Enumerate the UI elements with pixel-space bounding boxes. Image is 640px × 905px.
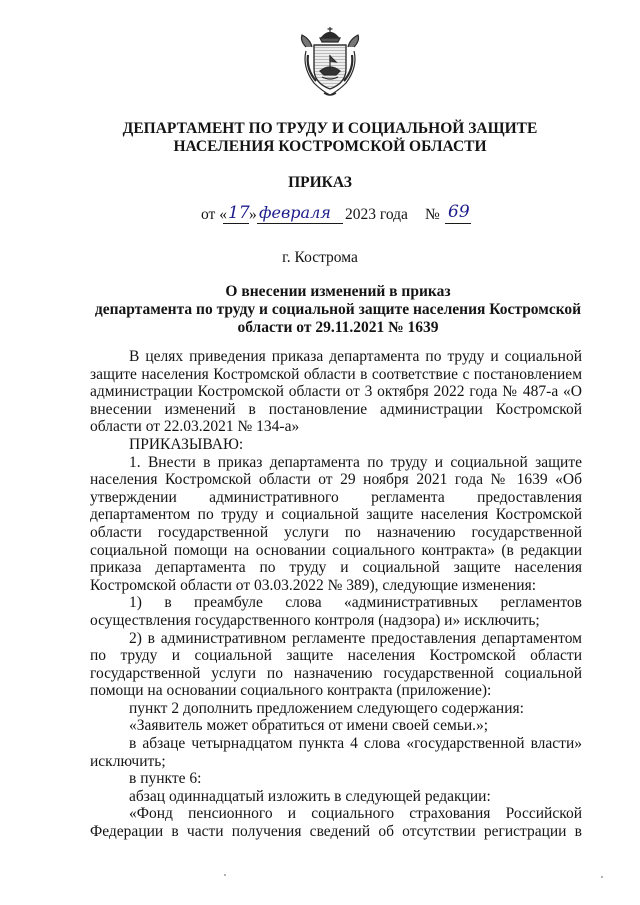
point-2-paragraph: пункт 2 дополнить предложением следующего содержания: bbox=[129, 699, 524, 717]
clause-1-1-paragraph: 1) в преамбуле слова «административных регламентов осуществления государственного контроля (надзора) и» исключить; bbox=[90, 594, 582, 629]
date-year-text: 2023 года bbox=[345, 206, 408, 223]
clause-1-2-paragraph: 2) в административном регламенте предоставления департаментом по труду и социальной защите населения Костромской области государственной услуги по назначению государственной социальной помощи на основании социального контракта (приложение): bbox=[90, 629, 582, 700]
kostroma-region-coat-of-arms-icon bbox=[298, 25, 362, 99]
order-number-underline bbox=[445, 223, 471, 224]
department-title-line-1: ДЕПАРТАМЕНТ ПО ТРУДУ И СОЦИАЛЬНОЙ ЗАЩИТЕ bbox=[122, 120, 538, 137]
document-type-heading: ПРИКАЗ bbox=[288, 174, 352, 191]
scan-speck bbox=[224, 874, 226, 876]
preamble-paragraph: В целях приведения приказа департамента по труду и социальной защите населения Костромской области в соответствие с постановлением администрации Костромской области от 3 октября 2022 года № 487-а «О внесении изменений в постановление администрации Костромской области от 22.03.2021 № 134-а» bbox=[90, 348, 582, 436]
order-subject bbox=[88, 283, 588, 337]
clause-1-paragraph: 1. Внести в приказ департамента по труду и социальной защите населения Костромской области от 29 ноября 2021 года № 1639 «Об утверждении административного регламента предоставления департаментом по труду и социальной защите населения Костромской области государственной услуги по назначению государственной социальной помощи на основании социального контракта» (в редакции приказа департамента по труду и социальной защите населения Костромской области от 03.03.2022 № 389), следующие изменения: bbox=[90, 453, 582, 594]
date-day-handwritten: 17 bbox=[228, 203, 250, 223]
date-month-handwritten: февраля bbox=[259, 203, 331, 222]
date-month-underline bbox=[257, 223, 343, 224]
point-6-paragraph: в пункте 6: bbox=[129, 770, 202, 788]
subject-line-3: области от 29.11.2021 № 1639 bbox=[237, 319, 439, 336]
scan-speck bbox=[601, 876, 603, 878]
date-close-quote: » bbox=[249, 206, 257, 223]
point-4-paragraph: в абзаце четырнадцатом пункта 4 слова «государственной власти» исключить; bbox=[90, 735, 582, 770]
quoted-sentence-paragraph: «Заявитель может обратиться от имени своей семьи.»; bbox=[129, 717, 489, 735]
subject-line-2: департамента по труду и социальной защите населения Костромской bbox=[94, 301, 582, 318]
paragraph-eleven-intro: абзац одиннадцатый изложить в следующей редакции: bbox=[129, 787, 491, 805]
department-title bbox=[60, 120, 600, 156]
subject-line-1: О внесении изменений в приказ bbox=[225, 283, 451, 300]
order-number-handwritten: 69 bbox=[448, 202, 470, 222]
orders-keyword: ПРИКАЗЫВАЮ: bbox=[129, 435, 244, 453]
date-prefix: от « bbox=[201, 206, 227, 223]
date-day-underline bbox=[223, 223, 249, 224]
department-title-line-2: НАСЕЛЕНИЯ КОСТРОМСКОЙ ОБЛАСТИ bbox=[173, 138, 487, 155]
city-line: г. Кострома bbox=[282, 249, 358, 266]
fund-quote-paragraph: «Фонд пенсионного и социального страхования Российской Федерации в части получения сведений об отсутствии регистрации в bbox=[90, 805, 582, 841]
number-sign: № bbox=[425, 206, 440, 223]
order-body bbox=[90, 348, 582, 841]
